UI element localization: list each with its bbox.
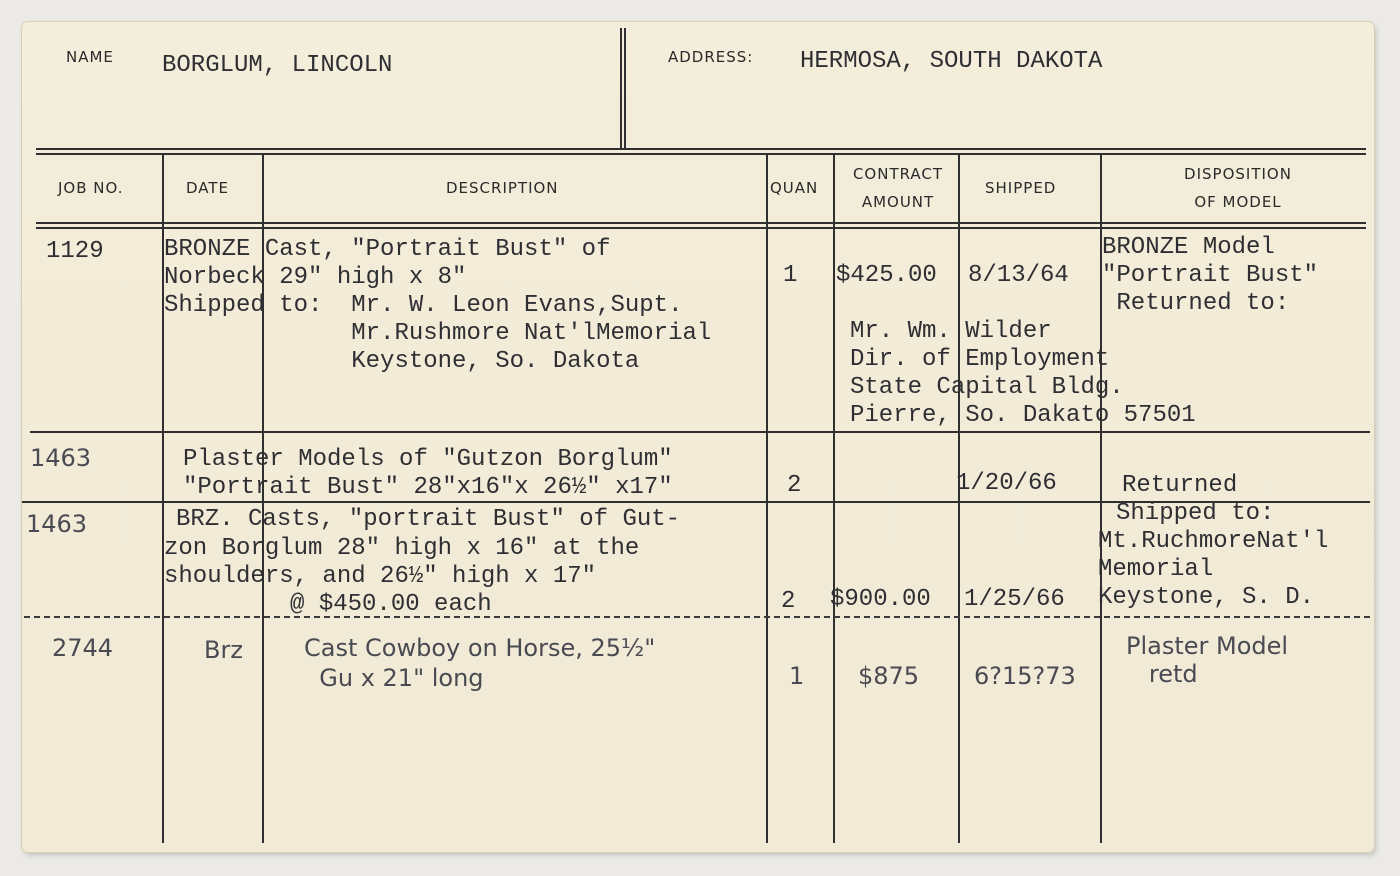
entry-text-line: Shipped to: Mr. W. Leon Evans,Supt. (164, 292, 683, 319)
col-disposition-line2: OF MODEL (1194, 193, 1282, 211)
entry-returned-to-line: Mr. Wm. Wilder (850, 318, 1052, 345)
entry-text-line: Norbeck 29" high x 8" (164, 264, 467, 291)
entry-text-line: "Portrait Bust" 28"x16"x 26½" x17" (183, 474, 673, 501)
entry-text-line: zon Borglum 28" high x 16" at the (164, 535, 640, 562)
entry-contract-amount: $875 (858, 662, 920, 690)
row-separator (30, 431, 1370, 433)
entry-disposition: Returned (1122, 472, 1238, 499)
entry-shipped-date: 1/25/66 (964, 586, 1065, 613)
entry-disposition-line: Shipped to: (1116, 500, 1275, 527)
name-label: NAME (66, 48, 114, 66)
entry-text-line: BRONZE Cast, "Portrait Bust" of (164, 236, 611, 263)
entry-text-line: @ $450.00 each (218, 591, 492, 618)
entry-quantity: 2 (787, 472, 802, 499)
entry-disposition-line: BRONZE Model (1102, 234, 1275, 261)
entry-text-line: shoulders, and 26½" high x 17" (164, 563, 597, 590)
column-line (766, 155, 768, 843)
header-divider (620, 28, 622, 150)
rule (36, 148, 1366, 150)
entry-job-no: 1129 (46, 238, 104, 265)
entry-quantity: 1 (783, 262, 798, 289)
col-disposition-line1: DISPOSITION (1184, 165, 1292, 183)
entry-text-line: Keystone, So. Dakota (164, 348, 640, 375)
entry-text-line: Cast Cowboy on Horse, 25½" (304, 634, 656, 662)
entry-returned-to-line: Dir. of Employment (850, 346, 1110, 373)
entry-disposition-line: "Portrait Bust" (1102, 262, 1319, 289)
col-contract-line2: AMOUNT (861, 193, 935, 211)
header-divider (624, 28, 626, 150)
entry-text-line: Mr.Rushmore Nat'lMemorial (164, 320, 712, 347)
entry-disposition-line: Mt.RuchmoreNat'l (1098, 528, 1329, 555)
col-disposition (1102, 160, 1374, 216)
col-description: DESCRIPTION (446, 179, 559, 197)
entry-returned-to-line: State Capital Bldg. (850, 374, 1124, 401)
entry-shipped-date: 6?15?73 (974, 662, 1076, 690)
entry-shipped-date: 8/13/64 (968, 262, 1069, 289)
col-quan: QUAN (770, 179, 819, 197)
entry-disposition-line: Memorial (1098, 556, 1214, 583)
entry-contract-amount: $425.00 (836, 262, 937, 289)
entry-job-no: 1463 (30, 444, 92, 472)
entry-quantity: 1 (789, 662, 805, 690)
col-job-no: JOB NO. (58, 179, 124, 197)
rule (36, 222, 1366, 224)
entry-text-line: Gu x 21" long (304, 664, 484, 692)
entry-date: Brz (204, 636, 243, 664)
entry-disposition-line: retd (1126, 660, 1198, 688)
col-date: DATE (186, 179, 230, 197)
rule (36, 153, 1366, 155)
entry-shipped-date: 1/20/66 (956, 470, 1057, 497)
rule (36, 227, 1366, 229)
column-line (958, 155, 960, 843)
entry-text-line: Plaster Models of "Gutzon Borglum" (183, 446, 673, 473)
address-value: HERMOSA, SOUTH DAKOTA (800, 48, 1103, 75)
entry-disposition-line: Returned to: (1102, 290, 1290, 317)
entry-disposition-line: Plaster Model (1126, 632, 1289, 660)
entry-disposition-line: Keystone, S. D. (1098, 584, 1315, 611)
entry-text-line: BRZ. Casts, "portrait Bust" of Gut- (176, 506, 681, 533)
job-record-card (22, 22, 1374, 852)
entry-job-no: 1463 (26, 510, 88, 538)
entry-quantity: 2 (781, 588, 796, 615)
name-value: BORGLUM, LINCOLN (162, 52, 393, 79)
address-label: ADDRESS: (668, 48, 754, 66)
col-contract-line1: CONTRACT (852, 165, 944, 183)
entry-contract-amount: $900.00 (830, 586, 931, 613)
col-shipped: SHIPPED (985, 179, 1057, 197)
col-contract (836, 160, 960, 216)
entry-returned-to-line: Pierre, So. Dakato 57501 (850, 402, 1196, 429)
column-line (833, 155, 835, 843)
entry-job-no: 2744 (52, 634, 114, 662)
